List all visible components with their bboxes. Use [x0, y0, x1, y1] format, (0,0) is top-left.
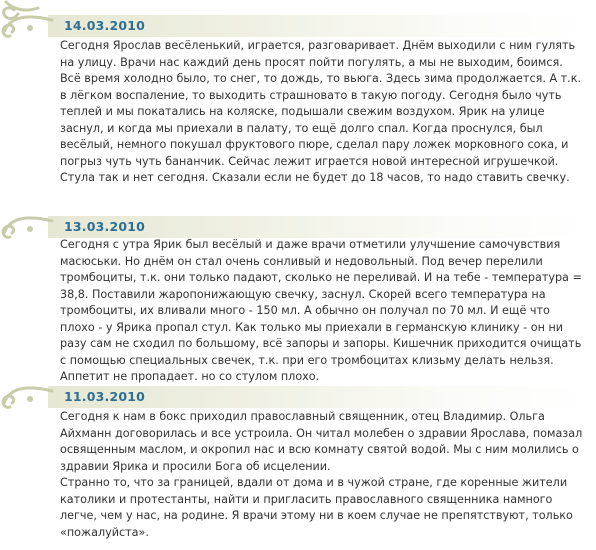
scroll-ornament-icon	[0, 209, 60, 243]
blog-entry	[0, 379, 596, 539]
entry-date: 14.03.2010	[64, 18, 146, 33]
blog-entry	[0, 209, 596, 383]
entry-paragraph: Сегодня к нам в бокс приходил православный священник, отец Владимир. Ольга Айхманн договорилась и все устроила. Он читал молебен о здравии Ярослава, помазал освященным маслом, и окропил нас и всю комнату святой водой. Мы с ним молились о здравии Ярика и просили Бога об исцелении.	[60, 410, 583, 473]
blog-entry	[0, 8, 596, 184]
entry-body	[60, 237, 586, 386]
entry-body	[60, 38, 586, 187]
entry-date: 11.03.2010	[64, 389, 146, 404]
entry-paragraph: Сегодня Ярослав весёленький, играется, разговаривает. Днём выходили с ним гулять на улицу. Врачи нас каждий день просят пойти погулять, а мы не выходим, боимся. Всё время холодно было, то снег, то дождь, то вьюга. Здесь зима продолжается. А т.к. в лёгком воспаление, то выходить страшновато в такую погоду. Сегодня было чуть теплей и мы покатались на коляске, подышали свежим воздухом. Ярик на улице заснул, и когда мы приехали в палату, то ещё долго спал. Когда проснулся, был весёлый, немного покушал фруктового пюре, сделал пару ложек морковного сока, и погрыз чуть чуть бананчик. Сейчас лежит играется новой интересной игрушечкой. Стула так и нет сегодня. Сказали если не будет до 18 часов, то надо ставить свечку.	[60, 39, 582, 184]
scroll-ornament-icon	[0, 8, 60, 42]
entry-body	[60, 409, 586, 541]
entry-date: 13.03.2010	[64, 219, 146, 234]
entry-header	[0, 8, 596, 38]
entry-header	[0, 209, 596, 239]
scroll-ornament-icon	[0, 379, 60, 413]
entry-paragraph: Сегодня с утра Ярик был весёлый и даже врачи отметили улучшение самочувствия масюськи. Но днём он стал очень сонливый и недовольный. Под вечер перелили тромбоциты, т.к. они только падают, сколько не переливай. И на тебе - температура = 38,8. Поставили жаропонижающую свечку, заснул. Скорей всего температура на тромбоциты, их вливали много - 150 мл. А обычно он получал по 70 мл. И ещё что плохо - у Ярика пропал стул. Как только мы приехали в германскую клинику - он ни разу сам не сходил по большому, всё запоры и запоры. Кишечник приходится очищать с помощью специальных свечек, т.к. при его тромбоцитах клизьму делать нельзя. Аппетит не пропадает. но со стулом плохо.	[60, 238, 582, 383]
entry-header	[0, 379, 596, 409]
entry-paragraph: Странно то, что за границей, вдали от дома и в чужой стране, где коренные жители католики и протестанты, найти и пригласить православного священника намного легче, чем у нас, на родине. Я врачи этому ни в коем случае не препятствуют, только «пожалуйста».	[60, 476, 573, 539]
